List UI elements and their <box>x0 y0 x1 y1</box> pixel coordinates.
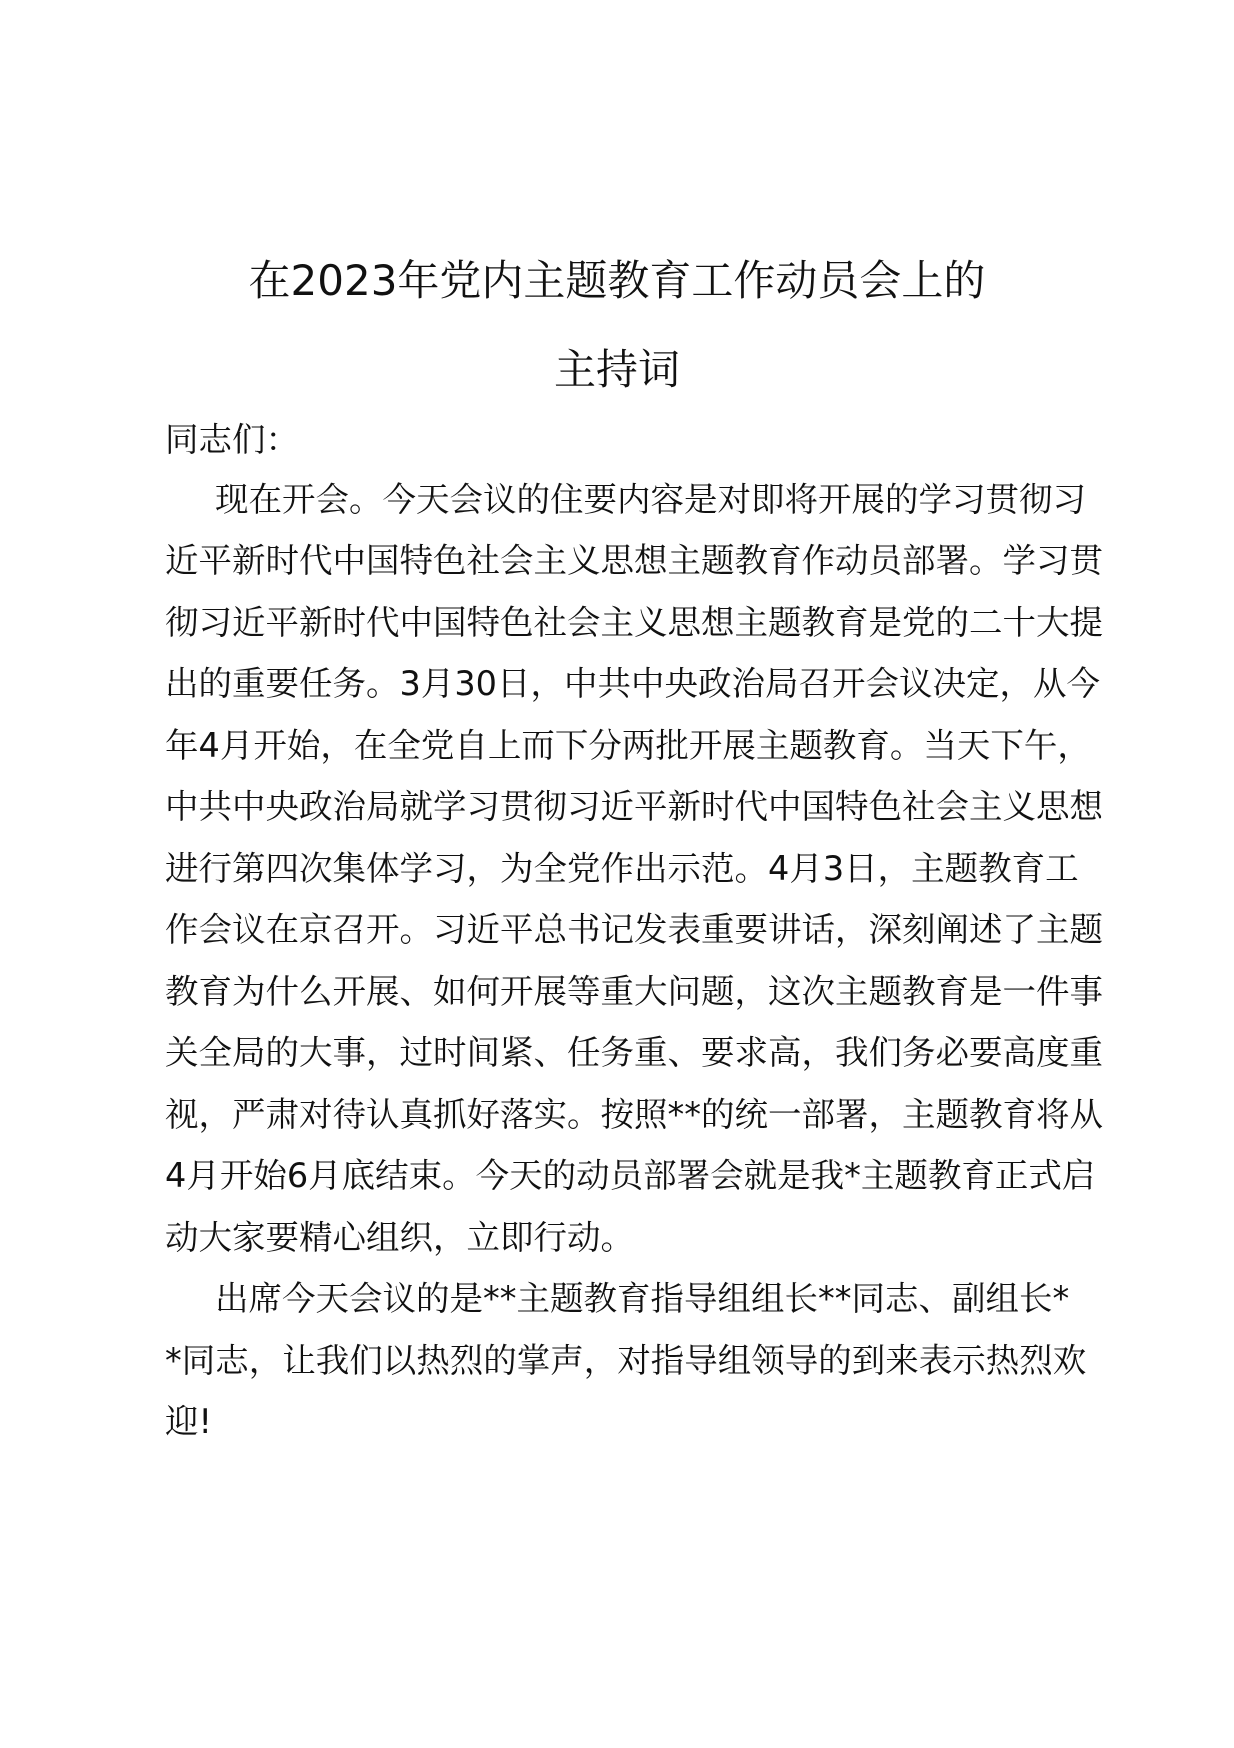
paragraph-1-line-11: 视，严肃对待认真抓好落实。按照**的统一部署，主题教育将从 <box>165 1095 1103 1134</box>
paragraph-2-line-3: 迎! <box>165 1402 212 1441</box>
paragraph-1-line-5: 年4月开始，在全党自上而下分两批开展主题教育。当天下午， <box>165 726 1091 765</box>
greeting: 同志们： <box>165 420 299 459</box>
paragraph-1-line-4: 出的重要任务。3月30日，中共中央政治局召开会议决定，从今 <box>165 664 1100 703</box>
paragraph-1-line-13: 动大家要精心组织，立即行动。 <box>165 1218 634 1257</box>
document-title-line-2: 主持词 <box>553 345 680 394</box>
paragraph-2-line-1: 出席今天会议的是**主题教育指导组组长**同志、副组长* <box>215 1279 1070 1318</box>
paragraph-1-line-8: 作会议在京召开。习近平总书记发表重要讲话，深刻阐述了主题 <box>165 910 1103 949</box>
document-title-line-1: 在2023年党内主题教育工作动员会上的 <box>248 256 986 305</box>
paragraph-1-line-1: 现在开会。今天会议的住要内容是对即将开展的学习贯彻习 <box>215 480 1086 519</box>
paragraph-1-line-10: 关全局的大事，过时间紧、任务重、要求高，我们务必要高度重 <box>165 1033 1103 1072</box>
paragraph-1-line-12: 4月开始6月底结束。今天的动员部署会就是我*主题教育正式启 <box>165 1156 1096 1195</box>
paragraph-2-line-2: *同志，让我们以热烈的掌声，对指导组领导的到来表示热烈欢 <box>165 1341 1087 1380</box>
paragraph-1-line-2: 近平新时代中国特色社会主义思想主题教育作动员部署。学习贯 <box>165 541 1103 580</box>
paragraph-1-line-7: 进行第四次集体学习，为全党作出示范。4月3日，主题教育工 <box>165 849 1079 888</box>
paragraph-1-line-9: 教育为什么开展、如何开展等重大问题，这次主题教育是一件事 <box>165 972 1103 1011</box>
paragraph-1-line-6: 中共中央政治局就学习贯彻习近平新时代中国特色社会主义思想 <box>165 787 1103 826</box>
paragraph-1-line-3: 彻习近平新时代中国特色社会主义思想主题教育是党的二十大提 <box>165 603 1103 642</box>
